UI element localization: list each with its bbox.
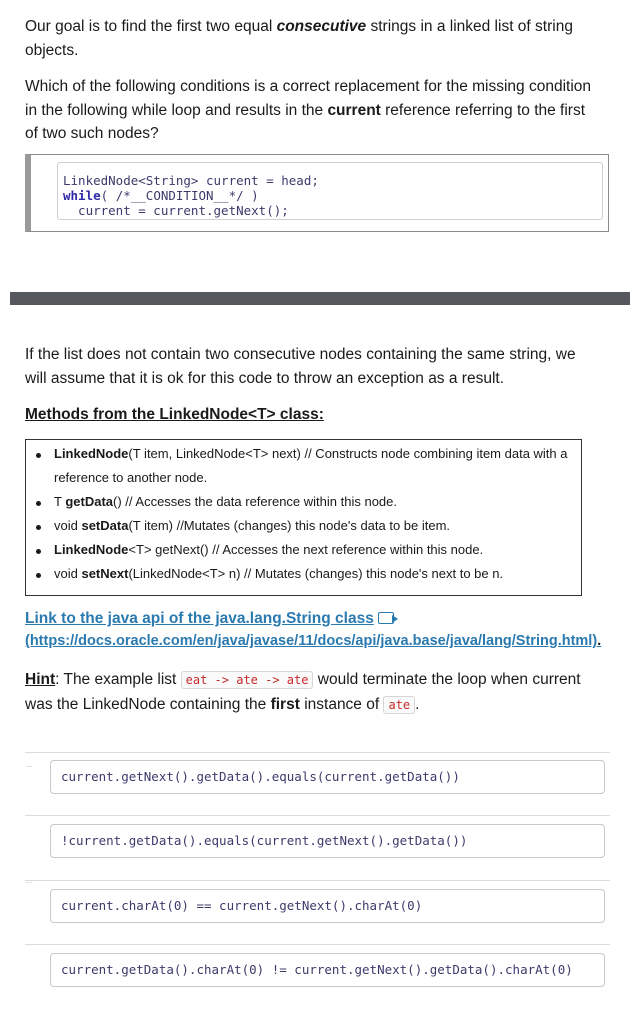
code-line-1: LinkedNode<String> current = head; xyxy=(63,173,319,188)
code-block xyxy=(25,154,609,232)
hint-example-code: eat -> ate -> ate xyxy=(181,671,314,689)
external-link-icon xyxy=(378,612,394,624)
link-text[interactable]: Link to the java api of the java.lang.String class xyxy=(25,610,374,627)
answer-choice-1[interactable] xyxy=(50,760,605,794)
choice-marker xyxy=(26,766,32,767)
bullet-icon xyxy=(36,501,41,506)
bullet-icon xyxy=(36,453,41,458)
intro-text: Our goal is to find the first two equal xyxy=(25,18,277,35)
question-text: reference referring to the first xyxy=(380,101,586,119)
intro-paragraph-1 xyxy=(25,15,573,62)
method-item: LinkedNode(T item, LinkedNode<T> next) // Constructs node combining item data with a xyxy=(54,446,568,461)
method-item: LinkedNode<T> getNext() // Accesses the next reference within this node. xyxy=(54,542,484,557)
question-emphasis: current xyxy=(327,101,381,119)
choice-text: current.getNext().getData().equals(current.getData()) xyxy=(61,769,460,784)
answer-choice-3[interactable] xyxy=(50,889,605,923)
answer-choice-2[interactable] xyxy=(50,824,605,858)
method-item: void setNext(LinkedNode<T> n) // Mutates (changes) this node's next to be n. xyxy=(54,566,504,581)
note-text: will assume that it is ok for this code to throw an exception as a result. xyxy=(25,369,505,387)
note-text: If the list does not contain two consecutive nodes containing the same string, we xyxy=(25,346,576,363)
choice-separator xyxy=(25,880,610,881)
method-item: T getData() // Accesses the data reference within this node. xyxy=(54,494,397,509)
code-condition: ( /*__CONDITION__*/ ) xyxy=(100,188,259,203)
string-api-link-url[interactable] xyxy=(25,633,601,649)
choice-separator xyxy=(25,944,610,945)
question-text: Which of the following conditions is a correct replacement for the missing condition xyxy=(25,78,592,95)
choice-text: current.charAt(0) == current.getNext().charAt(0) xyxy=(61,898,423,913)
exception-note xyxy=(25,343,576,390)
method-item: void setData(T item) //Mutates (changes) this node's data to be item. xyxy=(54,518,451,533)
hint-instance-code: ate xyxy=(383,696,415,714)
choice-separator xyxy=(25,752,610,753)
intro-text: strings in a linked list of string xyxy=(366,18,573,35)
methods-list xyxy=(25,439,582,596)
code-line-2 xyxy=(63,188,259,203)
link-url[interactable]: (https://docs.oracle.com/en/java/javase/11/docs/api/java.base/java/lang/String.html) xyxy=(25,633,598,649)
choice-text: !current.getData().equals(current.getNext().getData()) xyxy=(61,833,468,848)
hint-label: Hint xyxy=(25,671,56,688)
bullet-icon xyxy=(36,549,41,554)
bullet-icon xyxy=(36,573,41,578)
answer-choice-4[interactable] xyxy=(50,953,605,987)
link-period: . xyxy=(597,633,602,649)
hint-emphasis: first xyxy=(270,695,300,713)
hint-paragraph: Hint: The example list eat -> ate -> ate would terminate the loop when current was the LinkedNode containing the first instance of ate . xyxy=(25,671,581,713)
bullet-icon xyxy=(36,525,41,530)
method-item-continued: reference to another node. xyxy=(54,470,208,485)
intro-emphasis: consecutive xyxy=(276,18,367,35)
intro-text: objects. xyxy=(25,41,79,59)
choice-text: current.getData().charAt(0) != current.getNext().getData().charAt(0) xyxy=(61,962,573,977)
section-divider xyxy=(10,292,630,305)
question-text: of two such nodes? xyxy=(25,125,159,142)
code-keyword: while xyxy=(63,188,101,203)
methods-heading: Methods from the LinkedNode<T> class: xyxy=(25,406,324,423)
choice-separator xyxy=(25,815,610,816)
code-line-3: current = current.getNext(); xyxy=(63,203,289,218)
string-api-link[interactable] xyxy=(25,610,394,628)
choice-marker xyxy=(26,882,32,883)
intro-paragraph-2 xyxy=(25,75,591,146)
question-text: in the following while loop and results in the xyxy=(25,101,328,119)
